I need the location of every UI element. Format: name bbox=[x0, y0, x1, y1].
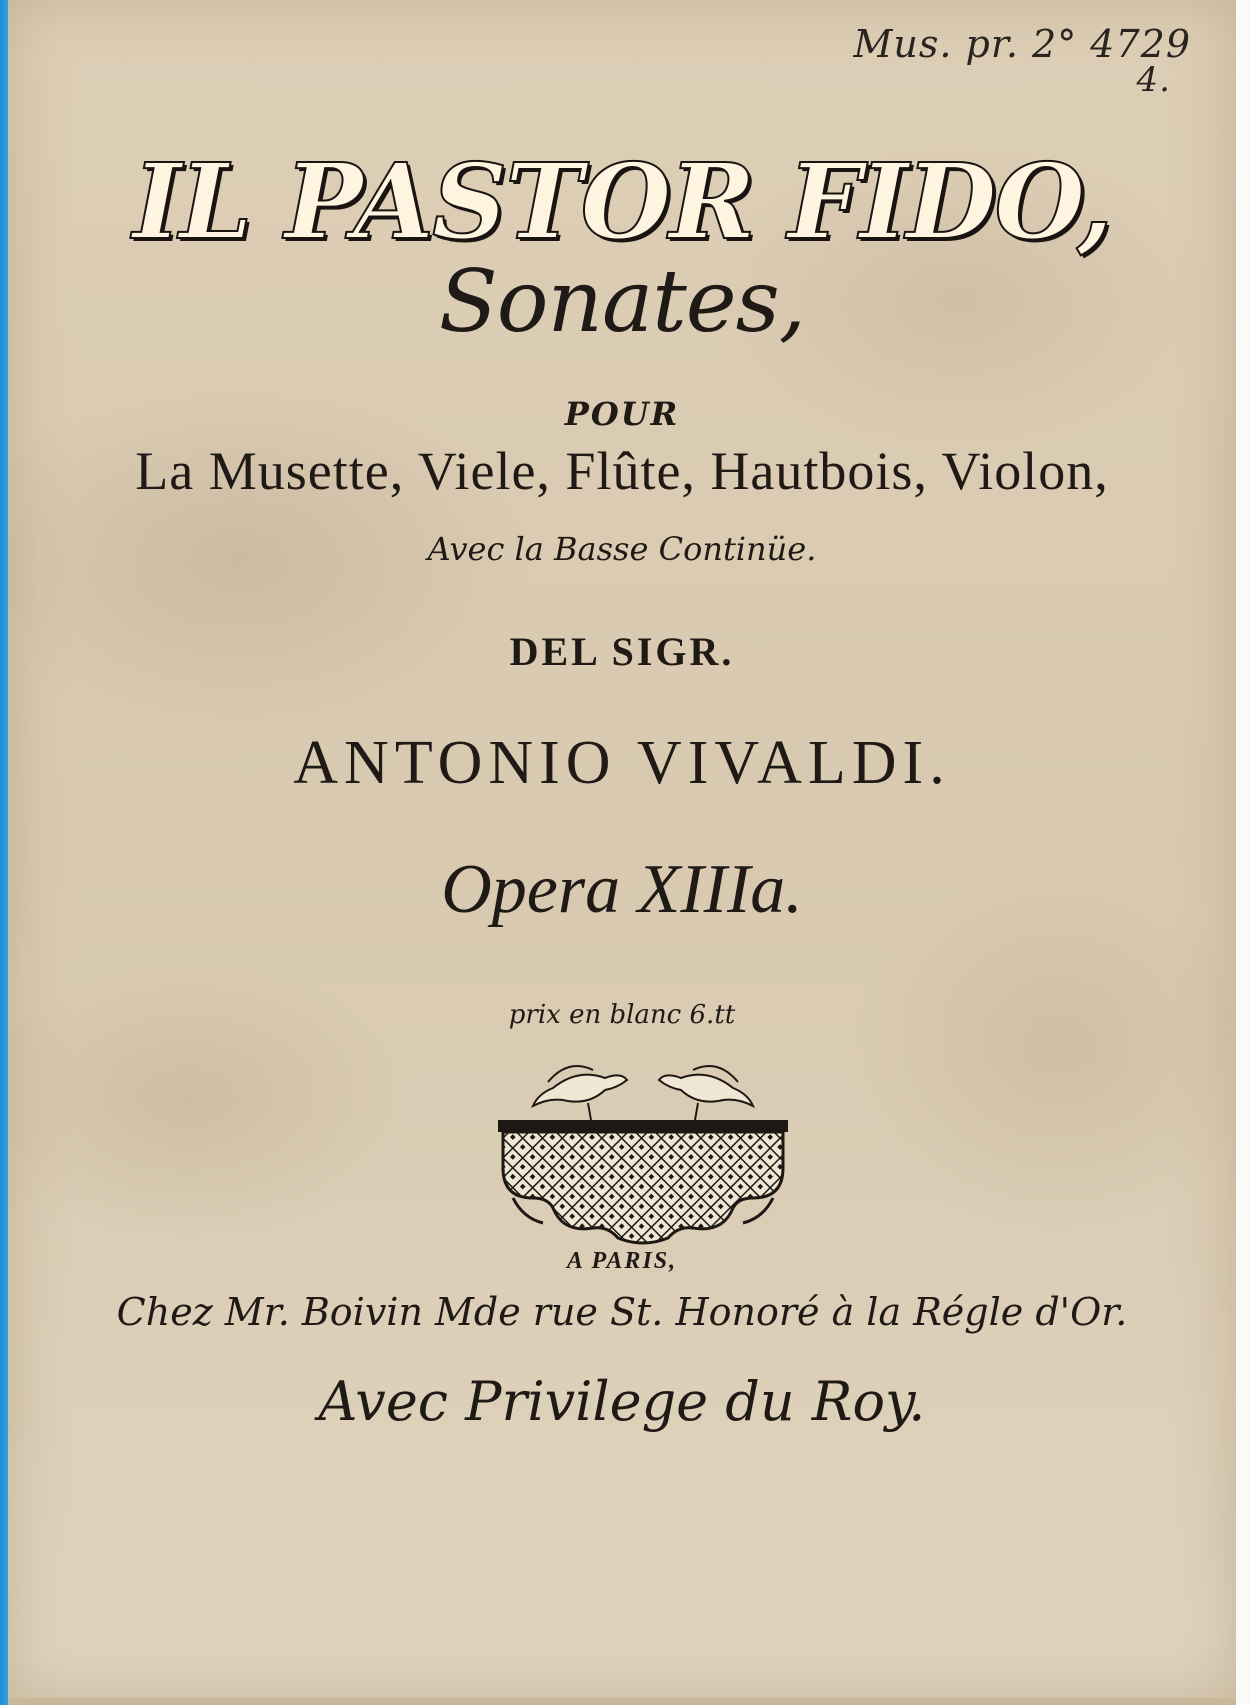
place-line: A PARIS, bbox=[566, 1248, 678, 1274]
continuo-line: Avec la Basse Continüe. bbox=[427, 530, 817, 568]
composer-name: ANTONIO VIVALDI. bbox=[293, 729, 951, 797]
opus-number: Opera XIIIa. bbox=[441, 851, 803, 928]
instruments-line: La Musette, Viele, Flûte, Hautbois, Violon, bbox=[135, 441, 1109, 501]
price-line: prix en blanc 6.tt bbox=[508, 1000, 736, 1030]
doves-basket-icon bbox=[493, 1048, 793, 1248]
shelfmark-main: Mus. pr. 2° 4729 bbox=[853, 22, 1191, 66]
publisher-line: Chez Mr. Boivin Mde rue St. Honoré à la Régle d'Or. bbox=[116, 1290, 1128, 1334]
shelfmark bbox=[854, 22, 1191, 100]
del-sig-label: DEL SIGR. bbox=[509, 629, 735, 674]
work-subtitle: Sonates, bbox=[438, 252, 806, 352]
work-title: IL PASTOR FIDO, bbox=[132, 140, 1112, 263]
page-bottom-edge bbox=[8, 1698, 1236, 1705]
pour-label: POUR bbox=[564, 395, 680, 433]
shelfmark-sub: 4. bbox=[1136, 60, 1171, 100]
privilege-line: Avec Privilege du Roy. bbox=[318, 1370, 926, 1433]
title-page bbox=[8, 0, 1236, 1698]
